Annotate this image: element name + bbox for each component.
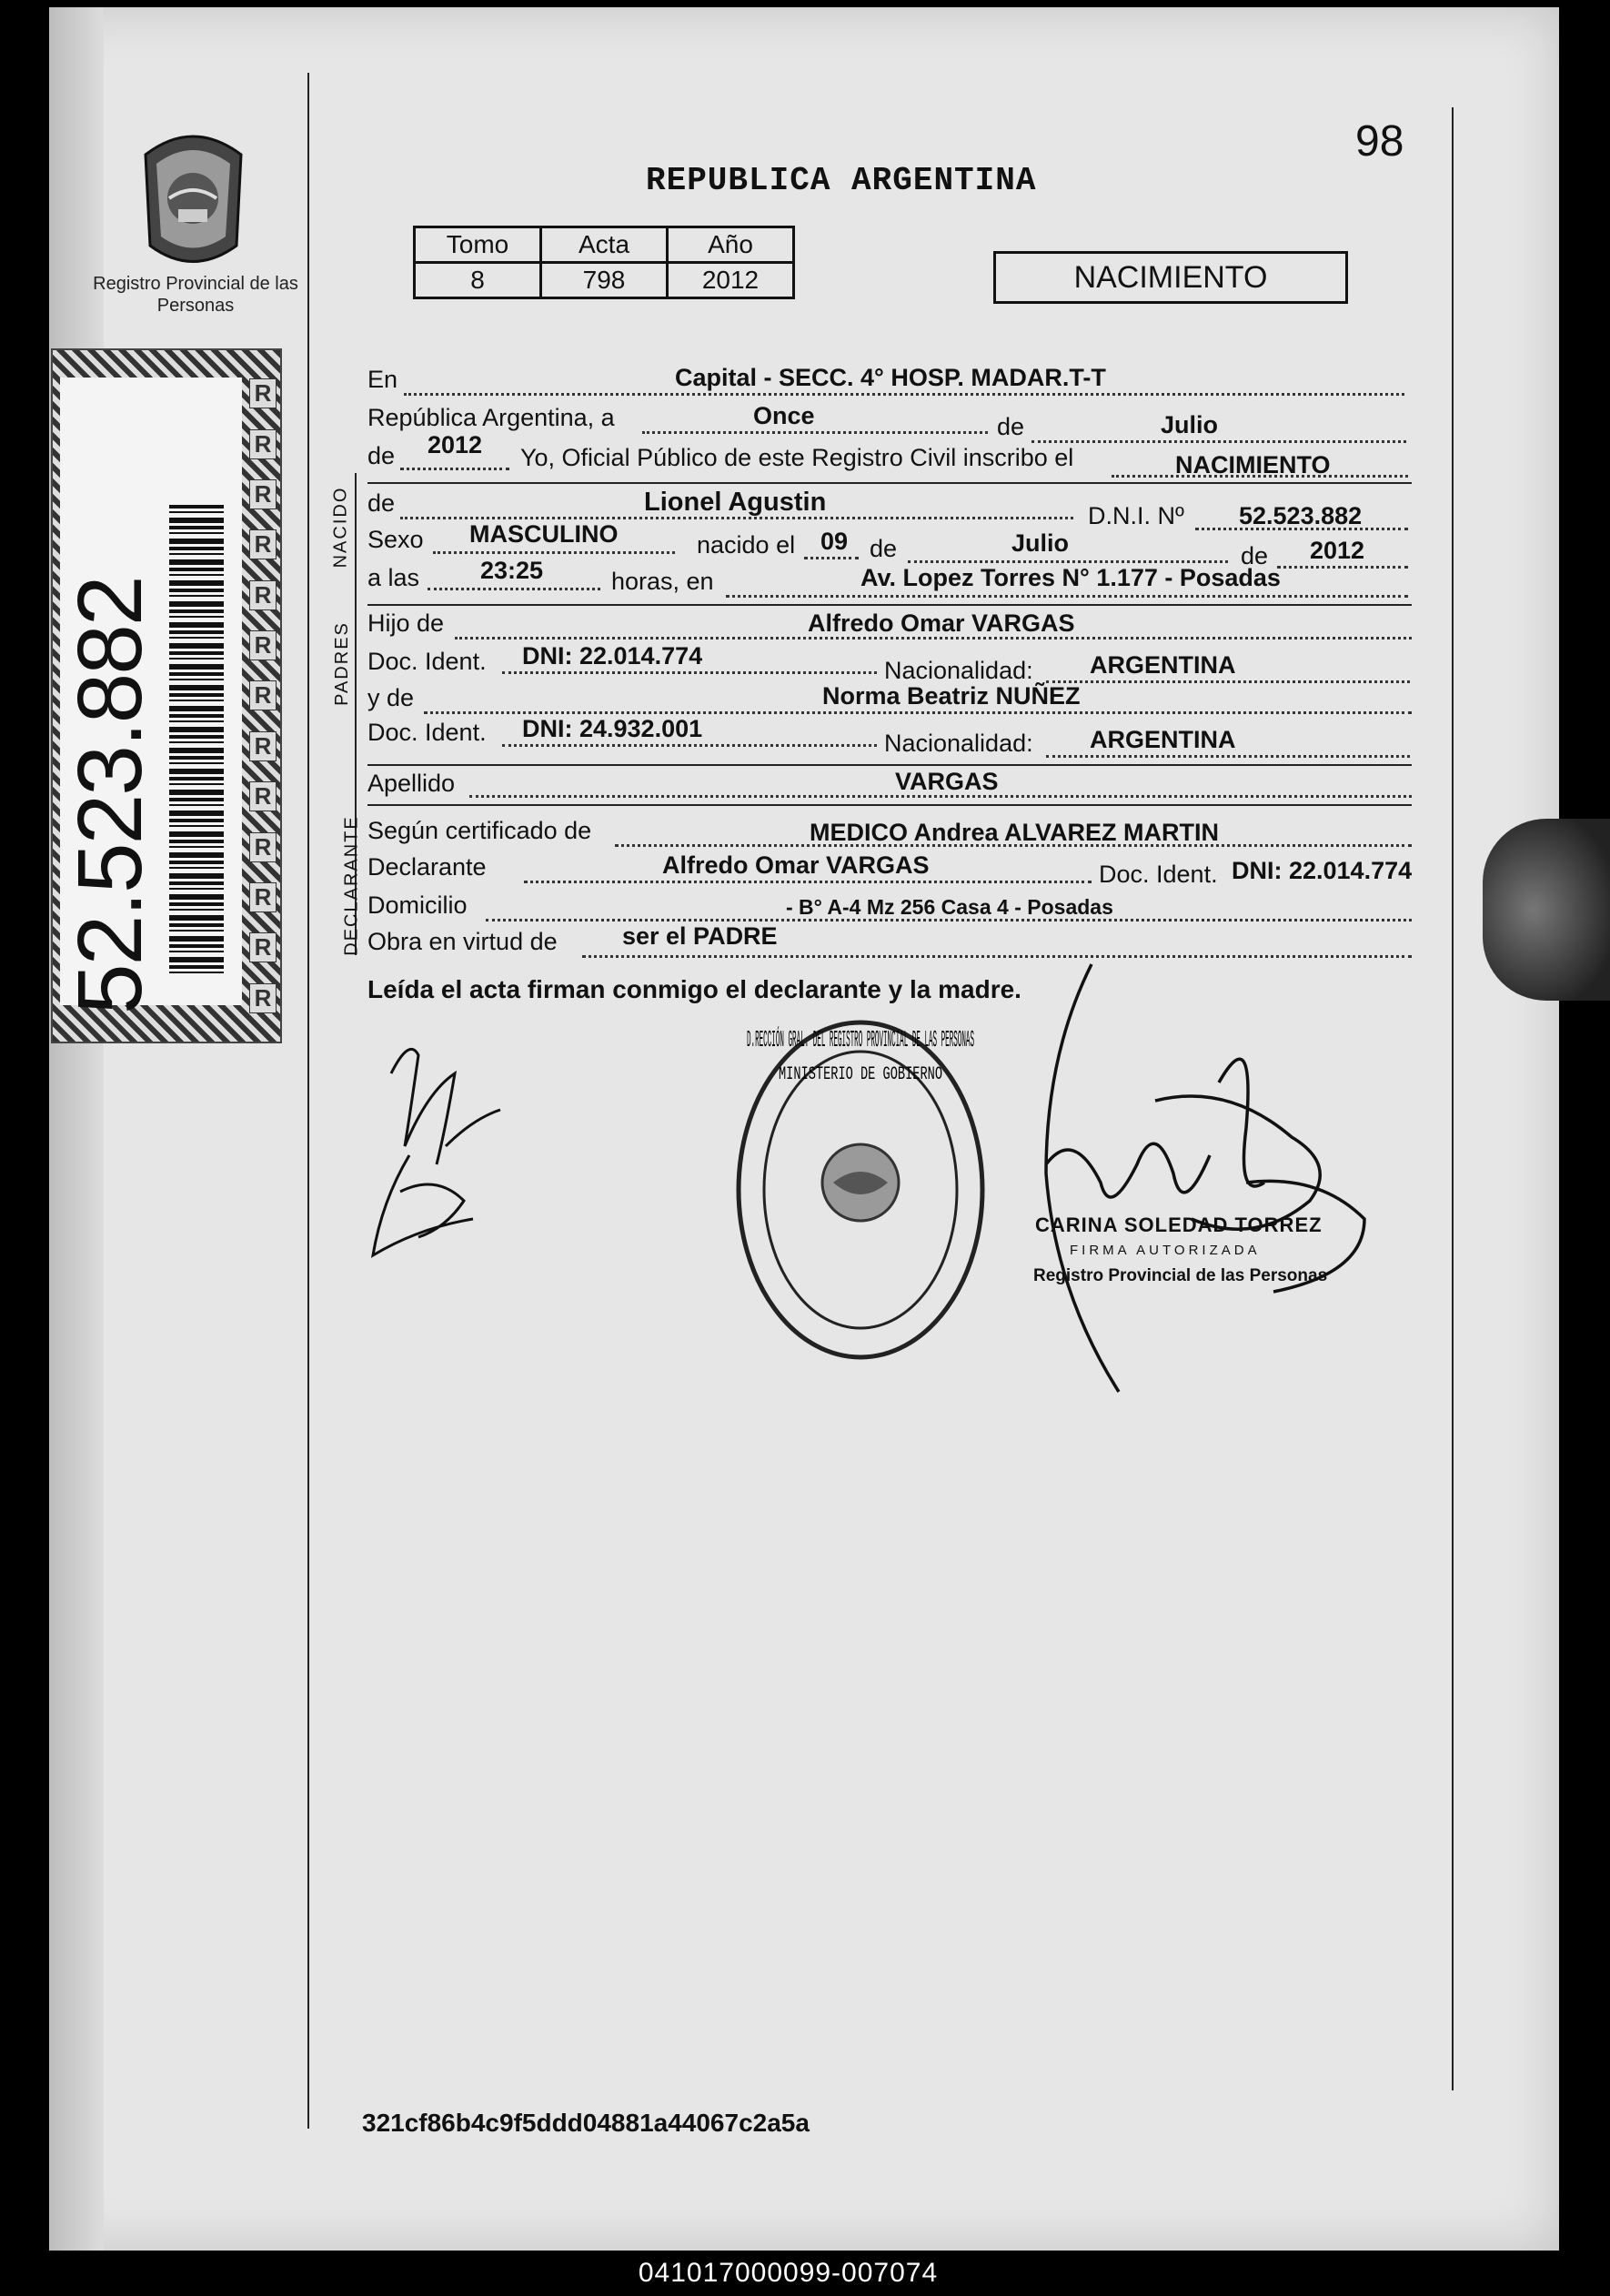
day-word: Once — [753, 402, 815, 429]
de-label-3: de — [367, 442, 396, 469]
birth-year: 2012 — [1310, 537, 1365, 564]
de-label-5a: de — [870, 535, 898, 562]
child-name: Lionel Agustin — [644, 488, 827, 517]
record-type-box: NACIMIENTO — [993, 251, 1348, 304]
de-label-4: de — [367, 489, 396, 517]
mother-name: Norma Beatriz NUÑEZ — [822, 682, 1081, 710]
segun-label: Según certificado de — [367, 817, 592, 844]
thumb-shadow — [1483, 819, 1610, 1001]
horas-label: horas, en — [611, 568, 714, 595]
father-nat-label: Nacionalidad: — [884, 657, 1033, 684]
section-label-declarante: DECLARANTE — [341, 815, 362, 956]
obra-label: Obra en virtud de — [367, 928, 558, 955]
dni-sticker — [51, 348, 282, 1043]
registry-title: Registro Provincial de las Personas — [93, 274, 298, 316]
sticker-dni-number: 52.523.882 — [59, 577, 161, 1014]
stamp-inner-text: MINISTERIO DE GOBIERNO — [779, 1064, 942, 1085]
stamp-outer-text: D.RECCIÓN GRAL. DEL REGISTRO PROVINCIAL DE LAS PERSONAS — [747, 1026, 974, 1053]
page-edge — [49, 7, 104, 2251]
mother-doc: DNI: 24.932.001 — [522, 715, 703, 742]
father-doc: DNI: 22.014.774 — [522, 642, 703, 670]
sexo-value: MASCULINO — [469, 520, 619, 548]
barcode — [169, 505, 224, 978]
page-number: 98 — [1355, 117, 1404, 166]
section-label-padres: PADRES — [331, 621, 352, 706]
sexo-label: Sexo — [367, 526, 424, 553]
signer-org: Registro Provincial de las Personas — [1033, 1266, 1328, 1285]
father-name: Alfredo Omar VARGAS — [808, 609, 1075, 637]
officer-signature — [1019, 946, 1383, 1419]
tomo-value: 8 — [415, 263, 541, 298]
record-table — [413, 226, 795, 299]
father-doc-label: Doc. Ident. — [367, 648, 487, 675]
declarante-doc: DNI: 22.014.774 — [1232, 857, 1413, 884]
signer-name: CARINA SOLEDAD TORREZ — [1035, 1213, 1323, 1236]
tomo-header: Tomo — [415, 227, 541, 263]
declarante-doc-label: Doc. Ident. — [1099, 861, 1218, 888]
closing-statement: Leída el acta firman conmigo el declarante y la madre. — [367, 975, 1021, 1003]
mother-doc-label: Doc. Ident. — [367, 719, 487, 746]
mother-nat-label: Nacionalidad: — [884, 730, 1033, 757]
republica-label: República Argentina, a — [367, 404, 615, 431]
country-title: REPUBLICA ARGENTINA — [646, 162, 1037, 199]
nacido-label: nacido el — [697, 531, 796, 559]
birth-place: Av. Lopez Torres N° 1.177 - Posadas — [860, 564, 1281, 591]
obra-value: ser el PADRE — [622, 922, 778, 950]
right-margin-line — [1452, 107, 1454, 2090]
declarante-value: Alfredo Omar VARGAS — [662, 851, 930, 879]
domicilio-label: Domicilio — [367, 891, 468, 919]
sticker-r-column: R R R R R R R R R R R R R — [249, 368, 277, 1023]
month-value: Julio — [1161, 411, 1219, 438]
en-value: Capital - SECC. 4° HOSP. MADAR.T-T — [675, 364, 1106, 391]
hijo-label: Hijo de — [367, 609, 445, 637]
year-value: 2012 — [428, 431, 483, 458]
apellido-value: VARGAS — [895, 768, 999, 795]
anio-value: 2012 — [668, 263, 794, 298]
anio-header: Año — [668, 227, 794, 263]
declarante-label: Declarante — [367, 853, 487, 881]
yde-label: y de — [367, 684, 415, 711]
hour-value: 23:25 — [480, 557, 544, 584]
section-label-nacido: NACIDO — [330, 486, 351, 569]
father-nationality: ARGENTINA — [1090, 651, 1236, 679]
birth-month: Julio — [1011, 529, 1070, 557]
certificado-value: MEDICO Andrea ALVAREZ MARTIN — [810, 819, 1219, 846]
official-stamp — [733, 1015, 988, 1365]
left-margin-line — [307, 73, 309, 2129]
birth-day: 09 — [820, 528, 849, 555]
province-seal-logo — [136, 127, 250, 273]
officer-text: Yo, Oficial Público de este Registro Civil inscribo el — [520, 444, 1074, 471]
dni-label: D.N.I. Nº — [1088, 502, 1184, 529]
signer-role: FIRMA AUTORIZADA — [1070, 1243, 1261, 1258]
de-label-2: de — [997, 413, 1025, 440]
domicilio-value: - B° A-4 Mz 256 Casa 4 - Posadas — [786, 895, 1113, 919]
mother-nationality: ARGENTINA — [1090, 726, 1236, 753]
act-value: NACIMIENTO — [1175, 451, 1331, 478]
acta-value: 798 — [541, 263, 668, 298]
declarant-signature — [355, 1019, 518, 1274]
en-label: En — [367, 366, 398, 393]
acta-header: Acta — [541, 227, 668, 263]
child-dni: 52.523.882 — [1239, 502, 1363, 529]
a-las-label: a las — [367, 564, 420, 591]
document-hash: 321cf86b4c9f5ddd04881a44067c2a5a — [362, 2109, 810, 2137]
apellido-label: Apellido — [367, 770, 456, 797]
footer-code: 041017000099-007074 — [638, 2258, 939, 2288]
footer-strip — [0, 2251, 1576, 2296]
de-label-5b: de — [1241, 542, 1269, 569]
